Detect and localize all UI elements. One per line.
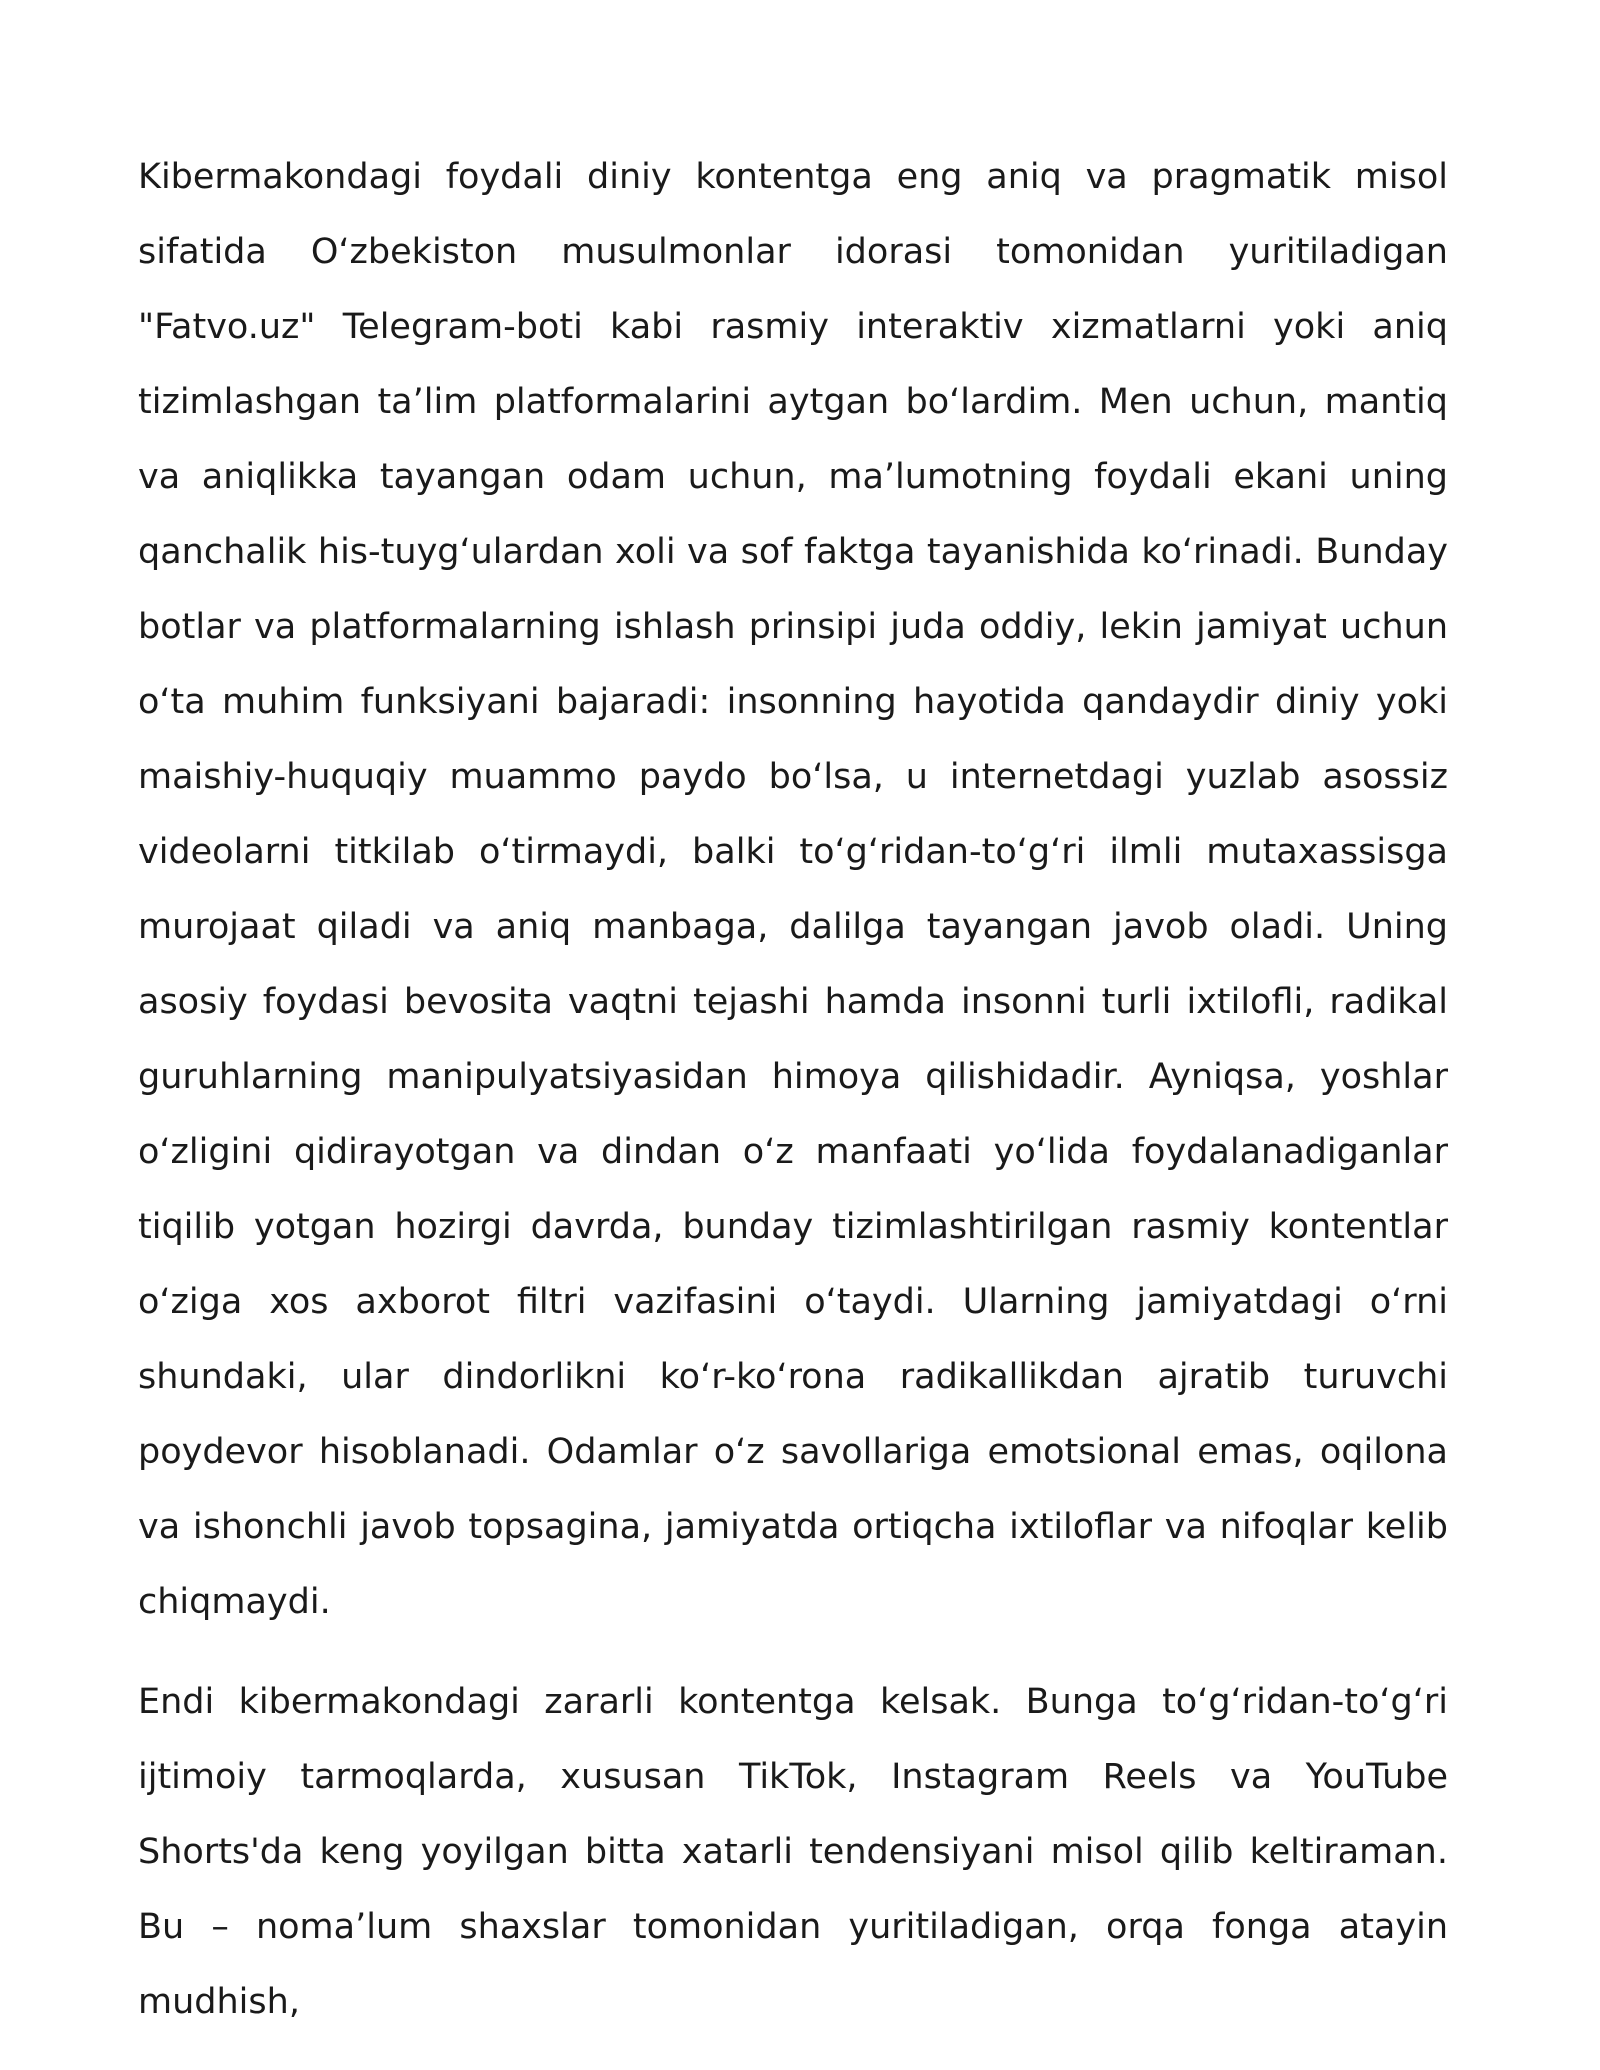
paragraph-useful-content: Kibermakondagi foydali diniy kontentga eng aniq va pragmatik misol sifatida O‘zbekiston musulmonlar idorasi tomonidan yuritiladigan "Fatvo.uz" Telegram-boti kabi rasmiy interaktiv xizmatlarni yoki aniq tizimlashgan ta’lim platformalarini aytgan bo‘lardim. Men uchun, mantiq va aniqlikka tayangan odam uchun, ma’lumotning foydali ekani uning qanchalik his-tuyg‘ulardan xoli va sof faktga tayanishida ko‘rinadi. Bunday botlar va platformalarning ishlash prinsipi juda oddiy, lekin jamiyat uchun o‘ta muhim funksiyani bajaradi: insonning hayotida qandaydir diniy yoki maishiy-huquqiy muammo paydo bo‘lsa, u internetdagi yuzlab asossiz videolarni titkilab o‘tirmaydi, balki to‘g‘ridan-to‘g‘ri ilmli mutaxassisga murojaat qiladi va aniq manbaga, dalilga tayangan javob oladi. Uning asosiy foydasi bevosita vaqtni tejashi hamda insonni turli ixtilofli, radikal guruhlarning manipulyatsiyasidan himoya qilishidadir. Ayniqsa, yoshlar o‘zligini qidirayotgan va dindan o‘z manfaati yo‘lida foydalanadiganlar tiqilib yotgan hozirgi davrda, bunday tizimlashtirilgan rasmiy kontentlar o‘ziga xos axborot filtri vazifasini o‘taydi. Ularning jamiyatdagi o‘rni shundaki, ular dindorlikni ko‘r-ko‘rona radikallikdan ajratib turuvchi poydevor hisoblanadi. Odamlar o‘z savollariga emotsional emas, oqilona va ishonchli javob topsagina, jamiyatda ortiqcha ixtiloflar va nifoqlar kelib chiqmaydi. xyxy=(138,157,1448,1622)
document-page xyxy=(138,140,1448,2040)
paragraph-harmful-content: Endi kibermakondagi zararli kontentga kelsak. Bunga to‘g‘ridan-to‘g‘ri ijtimoiy tarmoqlarda, xususan TikTok, Instagram Reels va YouTube Shorts'da keng yoyilgan bitta xatarli tendensiyani misol qilib keltiraman. Bu – noma’lum shaxslar tomonidan yuritiladigan, orqa fonga atayin mudhish, xyxy=(138,1682,1448,2022)
